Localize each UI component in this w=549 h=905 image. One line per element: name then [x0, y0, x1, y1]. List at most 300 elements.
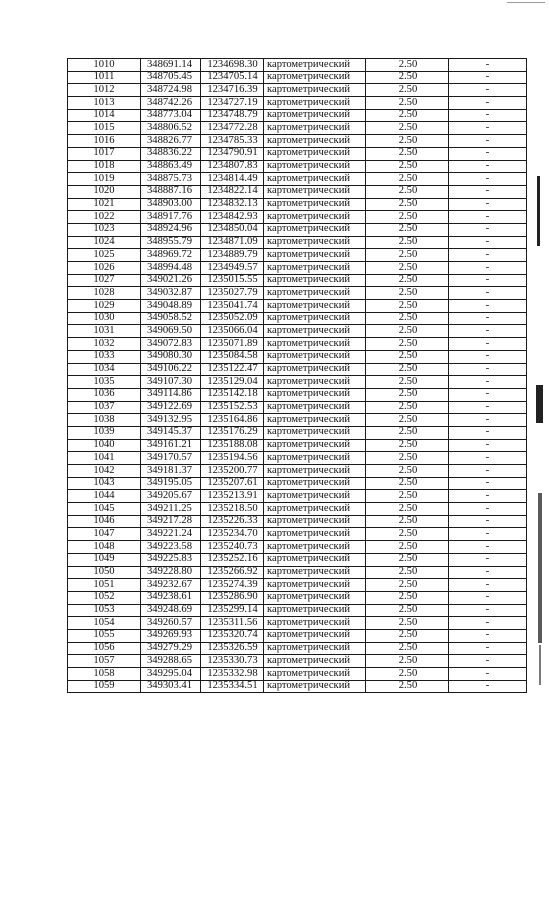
point-number-cell: 1039: [68, 426, 141, 439]
method-cell: картометрический: [264, 414, 366, 427]
note-cell: -: [449, 97, 527, 110]
y-coordinate-cell: 1235015.55: [201, 274, 264, 287]
y-coordinate-cell: 1235326.59: [201, 642, 264, 655]
x-coordinate-cell: 348705.45: [141, 71, 201, 84]
note-cell: -: [449, 629, 527, 642]
accuracy-cell: 2.50: [366, 528, 449, 541]
table-row: [68, 147, 527, 160]
x-coordinate-cell: 349269.93: [141, 629, 201, 642]
method-cell: картометрический: [264, 249, 366, 262]
point-number-cell: 1016: [68, 135, 141, 148]
table-row: [68, 300, 527, 313]
method-cell: картометрический: [264, 477, 366, 490]
y-coordinate-cell: 1235176.29: [201, 426, 264, 439]
y-coordinate-cell: 1235311.56: [201, 617, 264, 630]
x-coordinate-cell: 349170.57: [141, 452, 201, 465]
accuracy-cell: 2.50: [366, 553, 449, 566]
note-cell: -: [449, 528, 527, 541]
note-cell: -: [449, 477, 527, 490]
note-cell: -: [449, 287, 527, 300]
note-cell: -: [449, 376, 527, 389]
accuracy-cell: 2.50: [366, 414, 449, 427]
point-number-cell: 1013: [68, 97, 141, 110]
point-number-cell: 1029: [68, 300, 141, 313]
x-coordinate-cell: 349080.30: [141, 350, 201, 363]
table-row: [68, 642, 527, 655]
method-cell: картометрический: [264, 262, 366, 275]
y-coordinate-cell: 1234785.33: [201, 135, 264, 148]
accuracy-cell: 2.50: [366, 325, 449, 338]
method-cell: картометрический: [264, 274, 366, 287]
note-cell: -: [449, 59, 527, 72]
accuracy-cell: 2.50: [366, 439, 449, 452]
table-row: [68, 287, 527, 300]
accuracy-cell: 2.50: [366, 629, 449, 642]
table-row: [68, 414, 527, 427]
x-coordinate-cell: 348903.00: [141, 198, 201, 211]
accuracy-cell: 2.50: [366, 71, 449, 84]
method-cell: картометрический: [264, 452, 366, 465]
x-coordinate-cell: 348955.79: [141, 236, 201, 249]
accuracy-cell: 2.50: [366, 566, 449, 579]
method-cell: картометрический: [264, 147, 366, 160]
table-row: [68, 173, 527, 186]
method-cell: картометрический: [264, 185, 366, 198]
accuracy-cell: 2.50: [366, 477, 449, 490]
table-row: [68, 211, 527, 224]
point-number-cell: 1041: [68, 452, 141, 465]
point-number-cell: 1035: [68, 376, 141, 389]
table-row: [68, 376, 527, 389]
table-row: [68, 71, 527, 84]
note-cell: -: [449, 274, 527, 287]
accuracy-cell: 2.50: [366, 59, 449, 72]
x-coordinate-cell: 349232.67: [141, 579, 201, 592]
table-row: [68, 668, 527, 681]
point-number-cell: 1059: [68, 680, 141, 693]
note-cell: -: [449, 591, 527, 604]
method-cell: картометрический: [264, 312, 366, 325]
y-coordinate-cell: 1234871.09: [201, 236, 264, 249]
x-coordinate-cell: 349303.41: [141, 680, 201, 693]
point-number-cell: 1058: [68, 668, 141, 681]
x-coordinate-cell: 349058.52: [141, 312, 201, 325]
accuracy-cell: 2.50: [366, 109, 449, 122]
accuracy-cell: 2.50: [366, 465, 449, 478]
x-coordinate-cell: 349069.50: [141, 325, 201, 338]
method-cell: картометрический: [264, 439, 366, 452]
method-cell: картометрический: [264, 680, 366, 693]
note-cell: -: [449, 680, 527, 693]
accuracy-cell: 2.50: [366, 426, 449, 439]
method-cell: картометрический: [264, 376, 366, 389]
y-coordinate-cell: 1235200.77: [201, 465, 264, 478]
note-cell: -: [449, 198, 527, 211]
note-cell: -: [449, 503, 527, 516]
table-row: [68, 185, 527, 198]
x-coordinate-cell: 349238.61: [141, 591, 201, 604]
y-coordinate-cell: 1235274.39: [201, 579, 264, 592]
accuracy-cell: 2.50: [366, 236, 449, 249]
y-coordinate-cell: 1234832.13: [201, 198, 264, 211]
note-cell: -: [449, 211, 527, 224]
table-row: [68, 490, 527, 503]
y-coordinate-cell: 1235164.86: [201, 414, 264, 427]
point-number-cell: 1044: [68, 490, 141, 503]
point-number-cell: 1056: [68, 642, 141, 655]
accuracy-cell: 2.50: [366, 223, 449, 236]
method-cell: картометрический: [264, 325, 366, 338]
accuracy-cell: 2.50: [366, 84, 449, 97]
y-coordinate-cell: 1235188.08: [201, 439, 264, 452]
point-number-cell: 1054: [68, 617, 141, 630]
method-cell: картометрический: [264, 211, 366, 224]
table-row: [68, 515, 527, 528]
scan-artifact-mark: [538, 493, 542, 643]
table-row: [68, 541, 527, 554]
table-row: [68, 249, 527, 262]
point-number-cell: 1012: [68, 84, 141, 97]
method-cell: картометрический: [264, 490, 366, 503]
point-number-cell: 1034: [68, 363, 141, 376]
accuracy-cell: 2.50: [366, 490, 449, 503]
table-row: [68, 160, 527, 173]
table-row: [68, 629, 527, 642]
accuracy-cell: 2.50: [366, 604, 449, 617]
y-coordinate-cell: 1235218.50: [201, 503, 264, 516]
y-coordinate-cell: 1235084.58: [201, 350, 264, 363]
accuracy-cell: 2.50: [366, 452, 449, 465]
y-coordinate-cell: 1235027.79: [201, 287, 264, 300]
point-number-cell: 1057: [68, 655, 141, 668]
table-row: [68, 655, 527, 668]
point-number-cell: 1015: [68, 122, 141, 135]
method-cell: картометрический: [264, 668, 366, 681]
x-coordinate-cell: 348742.26: [141, 97, 201, 110]
y-coordinate-cell: 1235226.33: [201, 515, 264, 528]
x-coordinate-cell: 348773.04: [141, 109, 201, 122]
table-row: [68, 363, 527, 376]
point-number-cell: 1032: [68, 338, 141, 351]
y-coordinate-cell: 1234698.30: [201, 59, 264, 72]
method-cell: картометрический: [264, 363, 366, 376]
x-coordinate-cell: 349021.26: [141, 274, 201, 287]
x-coordinate-cell: 349048.89: [141, 300, 201, 313]
accuracy-cell: 2.50: [366, 312, 449, 325]
point-number-cell: 1049: [68, 553, 141, 566]
note-cell: -: [449, 325, 527, 338]
point-number-cell: 1018: [68, 160, 141, 173]
x-coordinate-cell: 348994.48: [141, 262, 201, 275]
note-cell: -: [449, 655, 527, 668]
point-number-cell: 1042: [68, 465, 141, 478]
x-coordinate-cell: 349161.21: [141, 439, 201, 452]
method-cell: картометрический: [264, 160, 366, 173]
point-number-cell: 1045: [68, 503, 141, 516]
table-row: [68, 262, 527, 275]
x-coordinate-cell: 349205.67: [141, 490, 201, 503]
note-cell: -: [449, 262, 527, 275]
accuracy-cell: 2.50: [366, 350, 449, 363]
x-coordinate-cell: 348691.14: [141, 59, 201, 72]
x-coordinate-cell: 348724.98: [141, 84, 201, 97]
y-coordinate-cell: 1235299.14: [201, 604, 264, 617]
accuracy-cell: 2.50: [366, 122, 449, 135]
y-coordinate-cell: 1235071.89: [201, 338, 264, 351]
note-cell: -: [449, 223, 527, 236]
x-coordinate-cell: 349181.37: [141, 465, 201, 478]
method-cell: картометрический: [264, 71, 366, 84]
x-coordinate-cell: 348875.73: [141, 173, 201, 186]
table-row: [68, 122, 527, 135]
table-row: [68, 109, 527, 122]
scan-artifact-mark: [536, 385, 543, 423]
accuracy-cell: 2.50: [366, 617, 449, 630]
y-coordinate-cell: 1234705.14: [201, 71, 264, 84]
point-number-cell: 1025: [68, 249, 141, 262]
accuracy-cell: 2.50: [366, 503, 449, 516]
method-cell: картометрический: [264, 300, 366, 313]
y-coordinate-cell: 1235252.16: [201, 553, 264, 566]
method-cell: картометрический: [264, 287, 366, 300]
point-number-cell: 1019: [68, 173, 141, 186]
accuracy-cell: 2.50: [366, 642, 449, 655]
y-coordinate-cell: 1235052.09: [201, 312, 264, 325]
note-cell: -: [449, 338, 527, 351]
x-coordinate-cell: 348969.72: [141, 249, 201, 262]
y-coordinate-cell: 1235286.90: [201, 591, 264, 604]
table-row: [68, 59, 527, 72]
point-number-cell: 1051: [68, 579, 141, 592]
point-number-cell: 1038: [68, 414, 141, 427]
x-coordinate-cell: 348836.22: [141, 147, 201, 160]
x-coordinate-cell: 348924.96: [141, 223, 201, 236]
accuracy-cell: 2.50: [366, 591, 449, 604]
accuracy-cell: 2.50: [366, 338, 449, 351]
table-row: [68, 528, 527, 541]
note-cell: -: [449, 604, 527, 617]
table-row: [68, 553, 527, 566]
point-number-cell: 1011: [68, 71, 141, 84]
method-cell: картометрический: [264, 173, 366, 186]
accuracy-cell: 2.50: [366, 680, 449, 693]
note-cell: -: [449, 249, 527, 262]
scan-artifact-mark: [537, 176, 540, 246]
x-coordinate-cell: 348806.52: [141, 122, 201, 135]
x-coordinate-cell: 349223.58: [141, 541, 201, 554]
y-coordinate-cell: 1235240.73: [201, 541, 264, 554]
point-number-cell: 1028: [68, 287, 141, 300]
accuracy-cell: 2.50: [366, 287, 449, 300]
coordinates-table: [67, 58, 527, 693]
point-number-cell: 1026: [68, 262, 141, 275]
table-row: [68, 338, 527, 351]
y-coordinate-cell: 1235066.04: [201, 325, 264, 338]
note-cell: -: [449, 71, 527, 84]
method-cell: картометрический: [264, 59, 366, 72]
table-row: [68, 325, 527, 338]
point-number-cell: 1040: [68, 439, 141, 452]
x-coordinate-cell: 349217.28: [141, 515, 201, 528]
point-number-cell: 1022: [68, 211, 141, 224]
table-row: [68, 198, 527, 211]
point-number-cell: 1055: [68, 629, 141, 642]
table-row: [68, 236, 527, 249]
y-coordinate-cell: 1235332.98: [201, 668, 264, 681]
point-number-cell: 1033: [68, 350, 141, 363]
point-number-cell: 1031: [68, 325, 141, 338]
point-number-cell: 1036: [68, 388, 141, 401]
method-cell: картометрический: [264, 579, 366, 592]
table-row: [68, 566, 527, 579]
method-cell: картометрический: [264, 528, 366, 541]
accuracy-cell: 2.50: [366, 363, 449, 376]
table-row: [68, 579, 527, 592]
y-coordinate-cell: 1235142.18: [201, 388, 264, 401]
note-cell: -: [449, 617, 527, 630]
point-number-cell: 1010: [68, 59, 141, 72]
y-coordinate-cell: 1235207.61: [201, 477, 264, 490]
x-coordinate-cell: 349145.37: [141, 426, 201, 439]
accuracy-cell: 2.50: [366, 211, 449, 224]
y-coordinate-cell: 1235152.53: [201, 401, 264, 414]
accuracy-cell: 2.50: [366, 97, 449, 110]
note-cell: -: [449, 388, 527, 401]
accuracy-cell: 2.50: [366, 249, 449, 262]
table-row: [68, 97, 527, 110]
method-cell: картометрический: [264, 401, 366, 414]
table-row: [68, 312, 527, 325]
x-coordinate-cell: 349279.29: [141, 642, 201, 655]
x-coordinate-cell: 349106.22: [141, 363, 201, 376]
method-cell: картометрический: [264, 642, 366, 655]
method-cell: картометрический: [264, 223, 366, 236]
point-number-cell: 1043: [68, 477, 141, 490]
note-cell: -: [449, 173, 527, 186]
table-row: [68, 439, 527, 452]
note-cell: -: [449, 426, 527, 439]
accuracy-cell: 2.50: [366, 300, 449, 313]
table-row: [68, 465, 527, 478]
method-cell: картометрический: [264, 135, 366, 148]
method-cell: картометрический: [264, 604, 366, 617]
point-number-cell: 1017: [68, 147, 141, 160]
accuracy-cell: 2.50: [366, 515, 449, 528]
method-cell: картометрический: [264, 350, 366, 363]
note-cell: -: [449, 541, 527, 554]
method-cell: картометрический: [264, 426, 366, 439]
x-coordinate-cell: 349032.87: [141, 287, 201, 300]
method-cell: картометрический: [264, 388, 366, 401]
point-number-cell: 1014: [68, 109, 141, 122]
x-coordinate-cell: 349225.83: [141, 553, 201, 566]
x-coordinate-cell: 349248.69: [141, 604, 201, 617]
y-coordinate-cell: 1234748.79: [201, 109, 264, 122]
accuracy-cell: 2.50: [366, 579, 449, 592]
point-number-cell: 1023: [68, 223, 141, 236]
note-cell: -: [449, 401, 527, 414]
y-coordinate-cell: 1234727.19: [201, 97, 264, 110]
note-cell: -: [449, 312, 527, 325]
y-coordinate-cell: 1234790.91: [201, 147, 264, 160]
method-cell: картометрический: [264, 198, 366, 211]
point-number-cell: 1027: [68, 274, 141, 287]
x-coordinate-cell: 349260.57: [141, 617, 201, 630]
point-number-cell: 1048: [68, 541, 141, 554]
x-coordinate-cell: 348826.77: [141, 135, 201, 148]
accuracy-cell: 2.50: [366, 401, 449, 414]
point-number-cell: 1037: [68, 401, 141, 414]
y-coordinate-cell: 1235041.74: [201, 300, 264, 313]
method-cell: картометрический: [264, 236, 366, 249]
accuracy-cell: 2.50: [366, 541, 449, 554]
x-coordinate-cell: 349107.30: [141, 376, 201, 389]
method-cell: картометрический: [264, 97, 366, 110]
y-coordinate-cell: 1234716.39: [201, 84, 264, 97]
point-number-cell: 1047: [68, 528, 141, 541]
accuracy-cell: 2.50: [366, 185, 449, 198]
method-cell: картометрический: [264, 655, 366, 668]
accuracy-cell: 2.50: [366, 274, 449, 287]
method-cell: картометрический: [264, 338, 366, 351]
method-cell: картометрический: [264, 109, 366, 122]
table-row: [68, 604, 527, 617]
y-coordinate-cell: 1235213.91: [201, 490, 264, 503]
y-coordinate-cell: 1235320.74: [201, 629, 264, 642]
y-coordinate-cell: 1235234.70: [201, 528, 264, 541]
note-cell: -: [449, 452, 527, 465]
y-coordinate-cell: 1234850.04: [201, 223, 264, 236]
method-cell: картометрический: [264, 541, 366, 554]
point-number-cell: 1020: [68, 185, 141, 198]
x-coordinate-cell: 348863.49: [141, 160, 201, 173]
point-number-cell: 1021: [68, 198, 141, 211]
table-row: [68, 426, 527, 439]
accuracy-cell: 2.50: [366, 376, 449, 389]
accuracy-cell: 2.50: [366, 655, 449, 668]
x-coordinate-cell: 349195.05: [141, 477, 201, 490]
x-coordinate-cell: 349122.69: [141, 401, 201, 414]
point-number-cell: 1030: [68, 312, 141, 325]
method-cell: картометрический: [264, 566, 366, 579]
note-cell: -: [449, 515, 527, 528]
method-cell: картометрический: [264, 465, 366, 478]
note-cell: -: [449, 160, 527, 173]
x-coordinate-cell: 349072.83: [141, 338, 201, 351]
note-cell: -: [449, 465, 527, 478]
note-cell: -: [449, 236, 527, 249]
accuracy-cell: 2.50: [366, 198, 449, 211]
table-row: [68, 452, 527, 465]
y-coordinate-cell: 1234889.79: [201, 249, 264, 262]
point-number-cell: 1052: [68, 591, 141, 604]
note-cell: -: [449, 84, 527, 97]
x-coordinate-cell: 348887.16: [141, 185, 201, 198]
note-cell: -: [449, 439, 527, 452]
method-cell: картометрический: [264, 629, 366, 642]
table-row: [68, 84, 527, 97]
x-coordinate-cell: 348917.76: [141, 211, 201, 224]
method-cell: картометрический: [264, 515, 366, 528]
coordinates-table-body: [68, 59, 527, 693]
y-coordinate-cell: 1235266.92: [201, 566, 264, 579]
point-number-cell: 1046: [68, 515, 141, 528]
note-cell: -: [449, 300, 527, 313]
y-coordinate-cell: 1234772.28: [201, 122, 264, 135]
table-row: [68, 135, 527, 148]
note-cell: -: [449, 350, 527, 363]
x-coordinate-cell: 349288.65: [141, 655, 201, 668]
